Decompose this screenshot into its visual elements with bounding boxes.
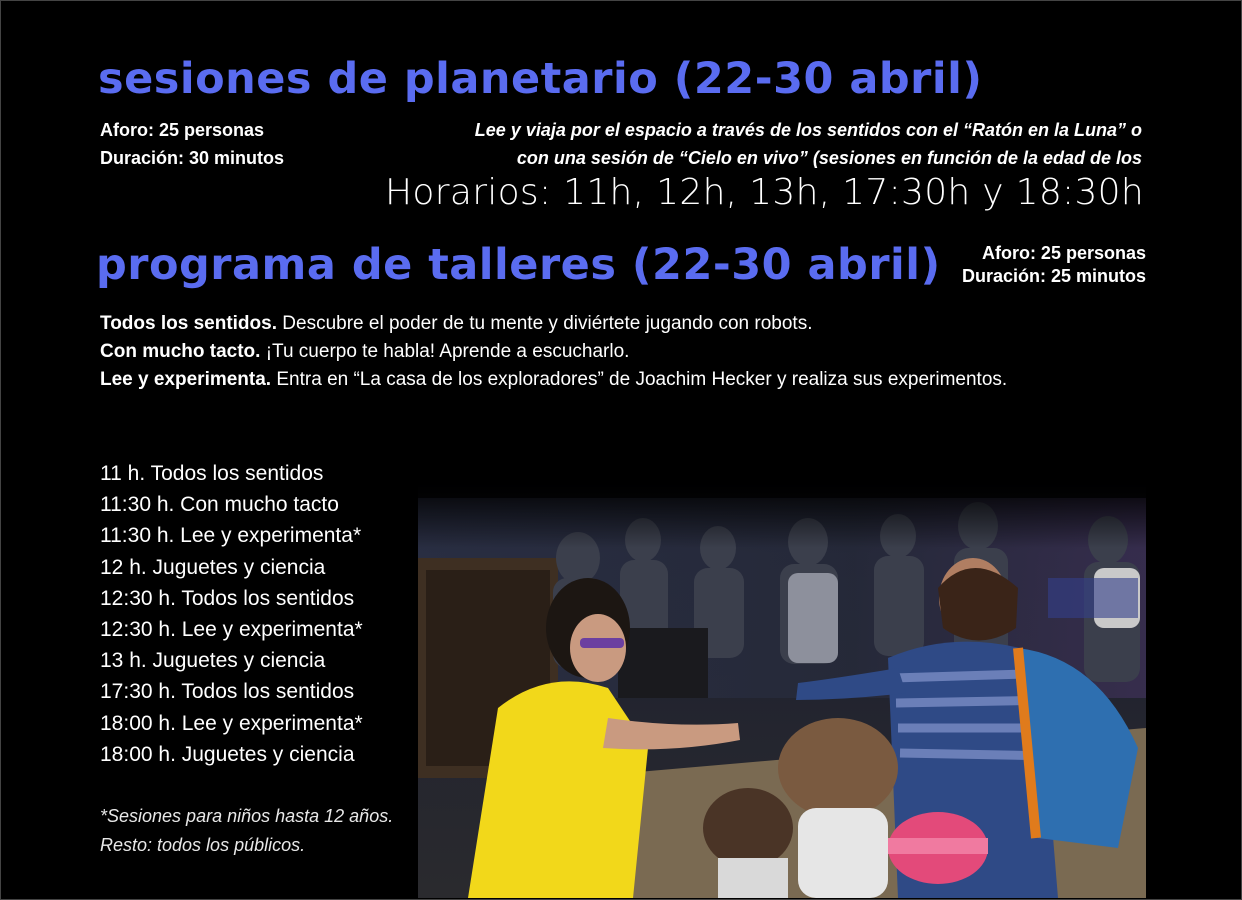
footnote xyxy=(100,802,393,860)
schedule-item: 18:00 h. Lee y experimenta* xyxy=(100,711,363,735)
talleres-duracion: Duración: 25 minutos xyxy=(961,266,1146,286)
planetario-desc-line1: Lee y viaja por el espacio a través de los sentidos con el “Ratón en la Luna” o xyxy=(474,120,1142,140)
schedule-list xyxy=(100,458,363,770)
schedule-item: 11:30 h. Lee y experimenta* xyxy=(100,524,362,548)
planetario-info xyxy=(100,116,284,172)
schedule-item: 11 h. Todos los sentidos xyxy=(100,462,324,485)
taller-text: Descubre el poder de tu mente y diviértete jugando con robots. xyxy=(277,313,813,334)
schedule-item: 12:30 h. Lee y experimenta* xyxy=(100,618,363,642)
talleres-title: programa de talleres (22-30 abril) xyxy=(96,240,941,290)
taller-text: Entra en “La casa de los exploradores” de Joachim Hecker y realiza sus experimentos. xyxy=(271,369,1008,390)
taller-name: Todos los sentidos. xyxy=(100,313,277,334)
schedule-item: 11:30 h. Con mucho tacto xyxy=(100,493,339,517)
schedule-item: 12 h. Juguetes y ciencia xyxy=(100,555,326,579)
talleres-info xyxy=(962,242,1146,288)
footnote-line1: *Sesiones para niños hasta 12 años. xyxy=(100,806,394,826)
planetario-horarios: Horarios: 11h, 12h, 13h, 17:30h y 18:30h xyxy=(385,172,1144,213)
schedule-item: 17:30 h. Todos los sentidos xyxy=(100,680,355,704)
planetario-description xyxy=(362,116,1142,172)
workshop-photo xyxy=(418,478,1146,898)
talleres-description xyxy=(100,310,1020,394)
schedule-item: 13 h. Juguetes y ciencia xyxy=(100,649,326,673)
taller-item xyxy=(100,338,1020,366)
talleres-aforo: Aforo: 25 personas xyxy=(981,243,1146,263)
planetario-title: sesiones de planetario (22-30 abril) xyxy=(98,54,983,104)
footnote-line2: Resto: todos los públicos. xyxy=(100,835,306,855)
taller-item xyxy=(100,366,1020,394)
schedule-item: 12:30 h. Todos los sentidos xyxy=(100,586,355,610)
taller-item xyxy=(100,310,1020,338)
taller-name: Con mucho tacto. xyxy=(100,341,261,362)
taller-text: ¡Tu cuerpo te habla! Aprende a escucharlo. xyxy=(260,341,630,362)
planetario-duracion: Duración: 30 minutos xyxy=(100,148,285,168)
planetario-desc-line2: con una sesión de “Cielo en vivo” (sesiones en función de la edad de los xyxy=(516,148,1142,168)
schedule-item: 18:00 h. Juguetes y ciencia xyxy=(100,742,355,766)
taller-name: Lee y experimenta. xyxy=(100,369,272,390)
planetario-aforo: Aforo: 25 personas xyxy=(100,120,265,140)
